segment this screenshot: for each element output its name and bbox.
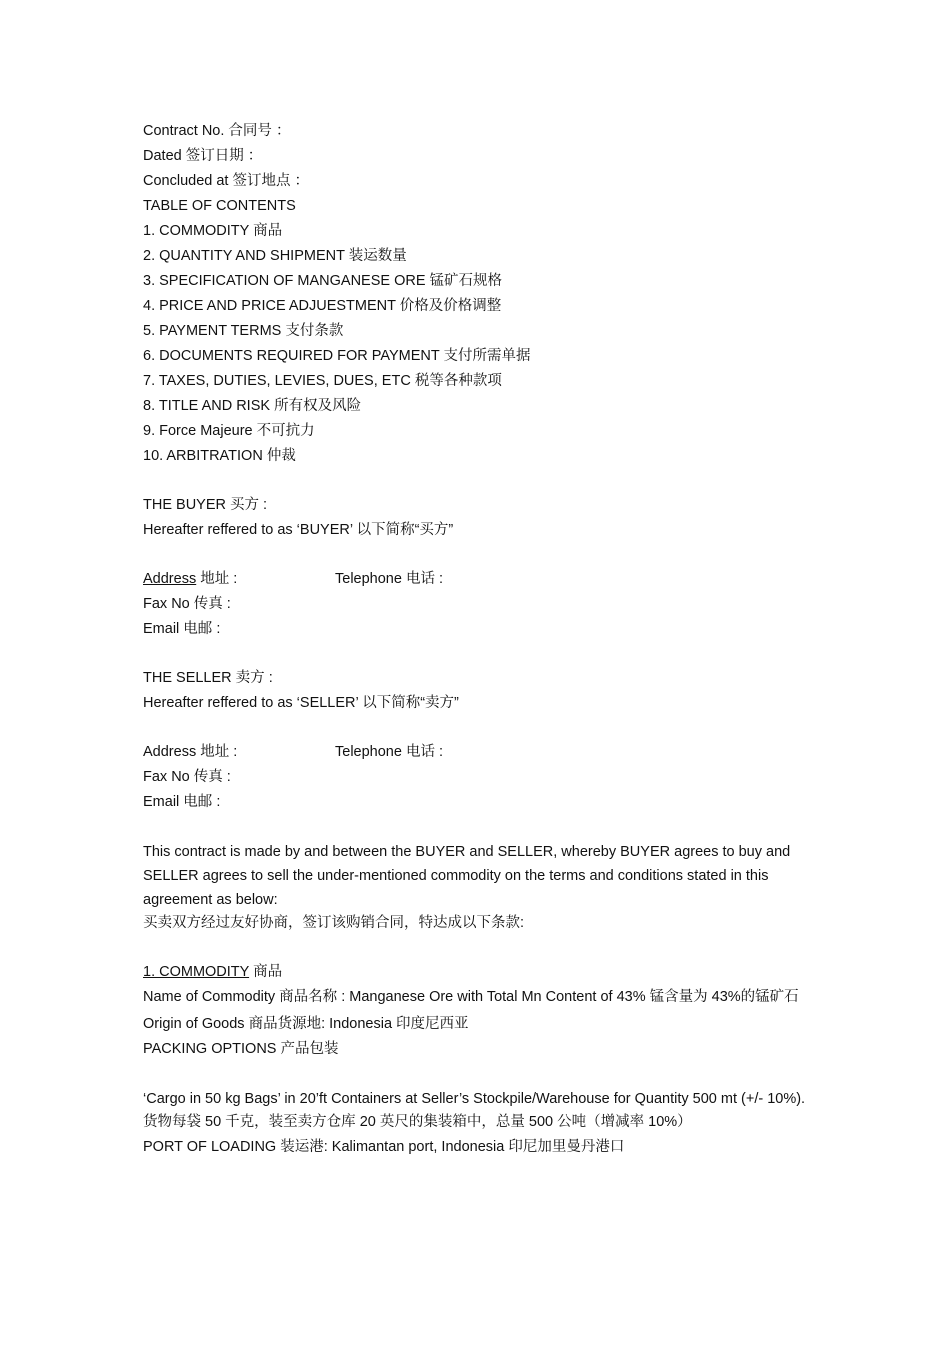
buyer-telephone: Telephone 电话 : [335,571,444,587]
toc-item: 1. COMMODITY 商品 [143,223,283,239]
buyer-reference: Hereafter reffered to as ‘BUYER’ 以下简称“买方” [143,522,454,538]
toc-item: 9. Force Majeure 不可抗力 [143,423,315,439]
commodity-origin: Origin of Goods 商品货源地: Indonesia 印度尼西亚 [143,1016,469,1032]
intro-paragraph-en: This contract is made by and between the BUYER and SELLER, whereby BUYER agrees to buy and SELLER agrees to sell the under-mentioned commodity on the terms and conditions stated in this agreement as below: [143,844,791,908]
buyer-address-cn: 地址 : [196,571,238,587]
intro-section [143,840,813,937]
seller-fax: Fax No 传真 : [143,769,231,785]
packing-options: PACKING OPTIONS 产品包装 [143,1041,339,1057]
dated-line: Dated 签订日期 ： [143,148,263,164]
cargo-description-en: ‘Cargo in 50 kg Bags’ in 20’ft Containers at Seller’s Stockpile/Warehouse for Quantity 500 mt (+/- 10%). [143,1091,806,1107]
seller-reference: Hereafter reffered to as ‘SELLER’ 以下简称“卖方” [143,695,459,711]
commodity-heading [143,961,813,986]
buyer-email: Email 电邮 : [143,621,221,637]
toc-item: 6. DOCUMENTS REQUIRED FOR PAYMENT 支付所需单据 [143,348,531,364]
cargo-description-cn: 货物每袋 50 千克，装至卖方仓库 20 英尺的集装箱中，总量 500 公吨（增减率 10%） [143,1114,692,1130]
buyer-section [143,494,813,643]
commodity-heading-en: 1. COMMODITY [143,964,250,980]
toc-item: 10. ARBITRATION 仲裁 [143,448,296,464]
commodity-name: Name of Commodity 商品名称 : Manganese Ore with Total Mn Content of 43% 锰含量为 43%的锰矿石 [143,989,799,1005]
seller-email: Email 电邮 : [143,794,221,810]
toc-title: TABLE OF CONTENTS [143,198,296,214]
buyer-fax: Fax No 传真 : [143,596,231,612]
toc-item: 2. QUANTITY AND SHIPMENT 装运数量 [143,248,407,264]
seller-section [143,667,813,816]
port-of-loading: PORT OF LOADING 装运港: Kalimantan port, Indonesia 印尼加里曼丹港口 [143,1139,625,1155]
seller-telephone: Telephone 电话 : [335,744,444,760]
toc-item: 4. PRICE AND PRICE ADJUESTMENT 价格及价格调整 [143,298,502,314]
concluded-at-line: Concluded at 签订地点 ： [143,173,310,189]
commodity-section [143,961,813,1161]
toc-item: 5. PAYMENT TERMS 支付条款 [143,323,344,339]
buyer-title: THE BUYER 买方 : [143,497,268,513]
toc-item: 8. TITLE AND RISK 所有权及风险 [143,398,362,414]
buyer-address-row [143,568,813,593]
buyer-address-label: Address [143,571,197,587]
table-of-contents [143,220,813,470]
contract-no-line: Contract No. 合同号 ： [143,123,291,139]
seller-address-row [143,741,813,766]
contract-document [143,120,813,1161]
seller-title: THE SELLER 卖方 : [143,670,273,686]
seller-address: Address 地址 : [143,744,238,760]
intro-paragraph-cn: 买卖双方经过友好协商，签订该购销合同，特达成以下条款: [143,915,525,931]
commodity-heading-cn: 商品 [249,964,283,980]
toc-item: 7. TAXES, DUTIES, LEVIES, DUES, ETC 税等各种款项 [143,373,502,389]
toc-item: 3. SPECIFICATION OF MANGANESE ORE 锰矿石规格 [143,273,503,289]
